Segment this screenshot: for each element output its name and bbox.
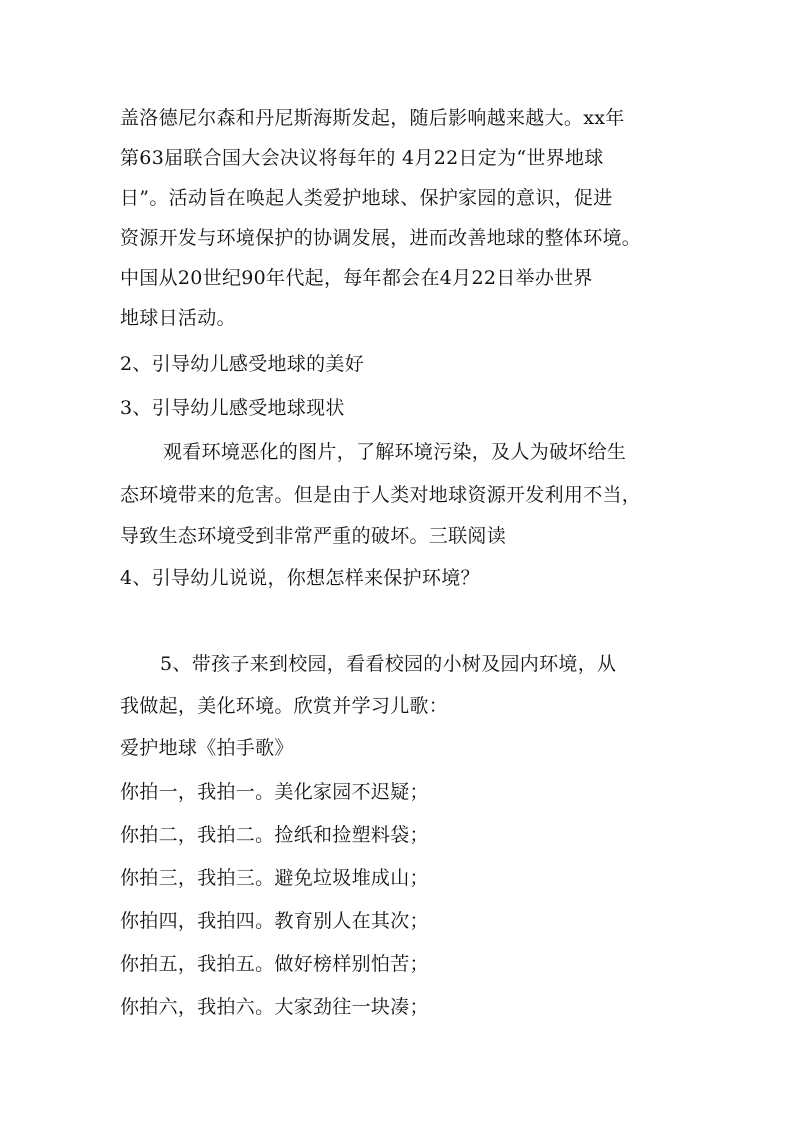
paragraph-line: 盖洛德尼尔森和丹尼斯海斯发起，随后影响越来越大。xx年 [120,107,625,129]
paragraph-line: 我做起，美化环境。欣赏并学习儿歌： [120,695,449,717]
paragraph-line: 观看环境恶化的图片，了解环境污染，及人为破坏给生 [163,441,627,463]
paragraph-line: 态环境带来的危害。但是由于人类对地球资源开发利用不当， [120,484,642,506]
paragraph-line: 第63届联合国大会决议将每年的 4月22日定为“世界地球 [120,147,604,169]
song-line: 你拍四，我拍四。教育别人在其次； [120,910,429,932]
song-line: 你拍二，我拍二。捡纸和捡塑料袋； [120,824,429,846]
list-item-2: 2、引导幼儿感受地球的美好 [120,353,364,375]
song-line: 你拍五，我拍五。做好榜样别怕苦； [120,953,429,975]
paragraph-line: 资源开发与环境保护的协调发展，进而改善地球的整体环境。 [120,227,642,249]
paragraph-line: 导致生态环境受到非常严重的破坏。三联阅读 [120,525,507,547]
paragraph-line: 5、带孩子来到校园，看看校园的小树及园内环境，从 [160,653,617,675]
list-item-3: 3、引导幼儿感受地球现状 [120,397,345,419]
list-item-4: 4、引导幼儿说说，你想怎样来保护环境？ [120,567,480,589]
song-line: 你拍六，我拍六。大家劲往一块凑； [120,996,429,1018]
song-line: 你拍三，我拍三。避免垃圾堆成山； [120,867,429,889]
paragraph-line: 日”。活动旨在唤起人类爱护地球、保护家园的意识，促进 [120,187,613,209]
song-line: 你拍一，我拍一。美化家园不迟疑； [120,781,429,803]
paragraph-line: 中国从20世纪90年代起，每年都会在4月22日举办世界 [120,267,593,289]
song-title: 爱护地球《拍手歌》 [120,737,294,759]
paragraph-line: 地球日活动。 [120,307,236,329]
